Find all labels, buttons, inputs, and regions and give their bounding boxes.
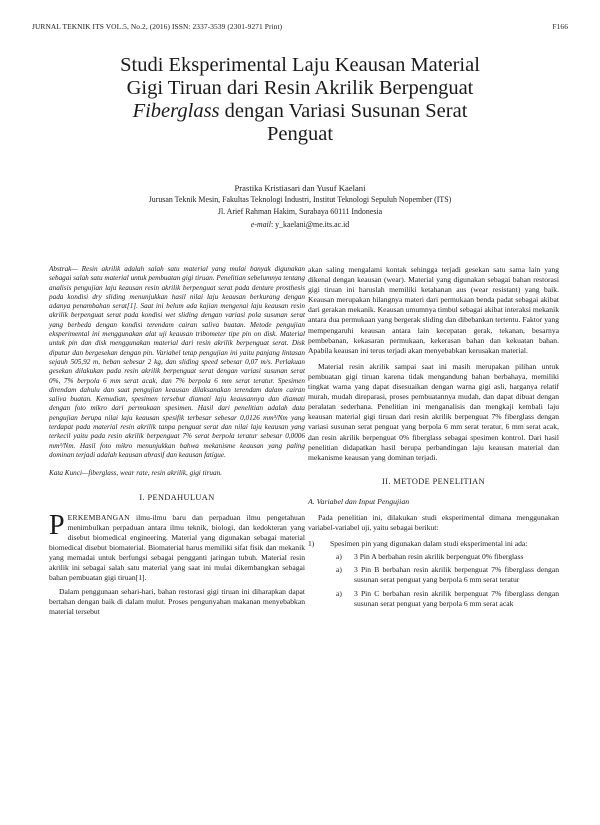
title-line-2: Gigi Tiruan dari Resin Akrilik Berpenguat (126, 77, 474, 99)
list-item (330, 589, 559, 609)
paper-title (60, 54, 540, 146)
title-line-4: Penguat (266, 123, 334, 145)
section-heading-methods: II. METODE PENELITIAN (382, 476, 485, 486)
methods-paragraph: Pada penelitian ini, dilakukan studi eksperimental dimana menggunakan variabel-variabel uji, yaitu sebagai berikut: (308, 512, 559, 533)
intro-paragraph-2: Dalam penggunaan sehari-hari, bahan restorasi gigi tiruan ini diharapkan dapat bertahan dengan baik di dalam mulut. Proses pengunyahan makanan menyebabkan material tersebut (49, 587, 305, 617)
list-item-text: Spesimen pin yang digunakan dalam studi eksperimental ini ada: (330, 539, 528, 549)
drop-cap: P (49, 509, 65, 541)
author-address: Jl. Arief Rahman Hakim, Surabaya 60111 Indonesia (217, 207, 383, 217)
intro-paragraph-1 (49, 509, 305, 584)
list-item (308, 539, 559, 609)
running-header (32, 22, 568, 31)
journal-info: JURNAL TEKNIK ITS VOL.5, No.2, (2016) ISSN: 2337-3539 (2301-9271 Print) (32, 22, 283, 31)
title-line-3 (60, 100, 540, 123)
left-column (49, 265, 305, 624)
abstract-text: — Resin akrilik adalah salah satu material yang mulai banyak digunakan sebagai salah satu material untuk pembuatan gigi tiruan. Penelitian sebelumnya tentang analisis pengujian laju keausan resin akrilik berpenguat serat pada denture prosthesis pada kondisi dry sliding menunjukkan hasil nilai laju keausan berkurang dengan adanya penambahan serat[1]. Saat ini belum ada kajian mengenai laju keausan resin akrilik berpenguat serat pada kondisi wet sliding dengan variasi pola susunan serat yang berbeda dengan kondisi terendam cairan saliva buatan. Metode pengujian eksperimental ini menggunakan alat uji keausan tribometer tipe pin on disk. Material untuk pin dan disk menggunakan material dari resin akrilik berpenguat serat. Disk diputar dan bergesekan dengan pin. Variabel tetap pengujian ini yaitu panjang lintasan sejauh 505,92 m, beban sebesar 2 kg, dan sliding speed sebesar 0,07 m/s. Perlakuan gesekan dilakukan pada resin akrilik berpenguat serat dengan variasi susunan serat 0%, 7% berpola 6 mm serat acak, dan 7% berpola 6 mm serat teratur. Spesimen direndam dahulu dan saat pengujian keausan dilaksanakan terendam dalam cairan saliva buatan. Kemudian, spesimen tersebut diamati laju keausannya dan diamati dengan foto mikro dari permukaan spesimen. Hasil dari penelitian adalah data pengujian berupa nilai laju keausan spesifik terbesar sebesar 0,0126 mm³/Nm yang terdapat pada material resin akrilik tanpa penguat serat dan nilai laju keausan yang terkecil yaitu pada resin akrilik berpenguat 7% serat berpola teratur sebesar 0,0006 mm³/Nm. Hasil foto mikro menunjukkan bahwa mekanisme keausan yang paling dominan terjadi adalah keausan abrasif dan keausan fatigue. (49, 265, 305, 459)
sublist-marker: a) (336, 588, 342, 598)
keywords (49, 469, 305, 478)
specimen-sublist (330, 552, 559, 608)
title-line-1: Studi Eksperimental Laju Keausan Material (120, 54, 480, 76)
list-item (330, 552, 559, 562)
right-paragraph-1: akan saling mengalami kontak sehingga terjadi gesekan satu sama lain yang dikenal dengan keausan (wear). Material yang digunakan sebagai bahan restorasi gigi tiruan ini haruslah memiliki ketahanan aus (wear resistant) yang baik. Keausan merupakan hilangnya materi dari permukaan benda padat sebagai akibat dari gerakan mekanik. Keausan umumnya timbul sebagai akibat interaksi mekanik antara dua permukaan yang bergerak sliding dan dibebankan tertentu. Faktor yang mempengaruhi keausan antara lain kecepatan gerak, tekanan, besarnya pembebanan, kekasaran permukaan, kekerasan bahan dan kekuatan bahan. Apabila keausan ini terus terjadi akan menyebabkan kerusakan material. (308, 265, 559, 355)
specimen-b: 3 Pin B berbahan resin akrilik berpenguat 7% fiberglass dengan susunan serat penguat yang berpola 6 mm serat teratur (354, 565, 559, 585)
author-affiliation: Jurusan Teknik Mesin, Fakultas Teknologi Industri, Institut Teknologi Sepuluh Nopember (ITS) (148, 195, 452, 205)
keywords-label: Kata Kunci (49, 469, 82, 478)
section-heading-introduction: I. PENDAHULUAN (139, 492, 215, 502)
right-column (308, 265, 559, 613)
author-email (60, 219, 540, 231)
variable-list (308, 539, 559, 609)
title-italic-word: Fiberglass (132, 100, 220, 122)
page-number: F166 (552, 22, 568, 31)
keywords-text: —fiberglass, wear rate, resin akrilik, gigi tiruan. (81, 469, 222, 478)
right-paragraph-2: Material resin akrilik sampai saat ini masih merupakan pilihan untuk pembuatan gigi tiruan karena tidak mengandung bahan berbahaya, memiliki tingkat warna yang dapat disesuaikan dengan warna gigi asli, harganya relatif murah, mudah direparasi, proses pembuatannya mudah, dan dapat dibuat dengan peralatan sederhana. Penelitian ini menganalisis dan mengkaji kembali laju keausan material gigi tiruan dari resin akrilik berpenguat 7% fiberglass dengan variasi susunan serat penguat yang berpola 6 mm serat teratur, 6 mm serat acak, dan resin akrilik berpenguat 0% fiberglass sebagai spesimen kontrol. Dari hasil penelitian didapatkan hasil berupa perbandingan laju keausan material dan mekanisme keausan yang dominan terjadi. (308, 361, 559, 462)
email-address: : y_kaelani@me.its.ac.id (270, 219, 350, 229)
abstract (49, 265, 305, 460)
title-line-3-rest: dengan Variasi Susunan Serat (219, 100, 468, 122)
list-item (330, 565, 559, 585)
list-marker: 1) (308, 539, 315, 549)
specimen-c: 3 Pin C berbahan resin akrilik berpenguat 7% fiberglass dengan susunan serat penguat yang berpola 6 mm serat acak (354, 588, 559, 608)
email-label: e-mail (250, 219, 271, 229)
author-names: Prastika Kristiasari dan Yusuf Kaelani (234, 183, 366, 193)
author-block (60, 182, 540, 231)
intro-smallcaps: ERKEMBANGAN (67, 512, 130, 522)
intro-text-1: ilmu-ilmu baru dan perpaduan ilmu pengetahuan menimbulkan perpaduan antara ilmu teknik, biologi, dan kedokteran yang disebut biomedical engineering. Material yang digunakan sebagai material biomedical disebut biomaterial. Biomaterial harus memiliki sifat fisik dan mekanik yang memadai untuk berfungsi sebagai pengganti jaringan tubuh. Material resin akrilik ini sebagai salah satu material yang saat ini mulai dikembangkan sebagai bahan pembuatan gigi tiruan[1]. (49, 512, 305, 583)
specimen-a: 3 Pin A berbahan resin akrilik berpenguat 0% fiberglass (354, 552, 524, 562)
subsection-heading-variables: A. Variabel dan Input Pengujian (308, 496, 410, 506)
sublist-marker: a) (336, 552, 342, 562)
abstract-label: Abstrak (49, 265, 72, 273)
sublist-marker: a) (336, 565, 342, 575)
